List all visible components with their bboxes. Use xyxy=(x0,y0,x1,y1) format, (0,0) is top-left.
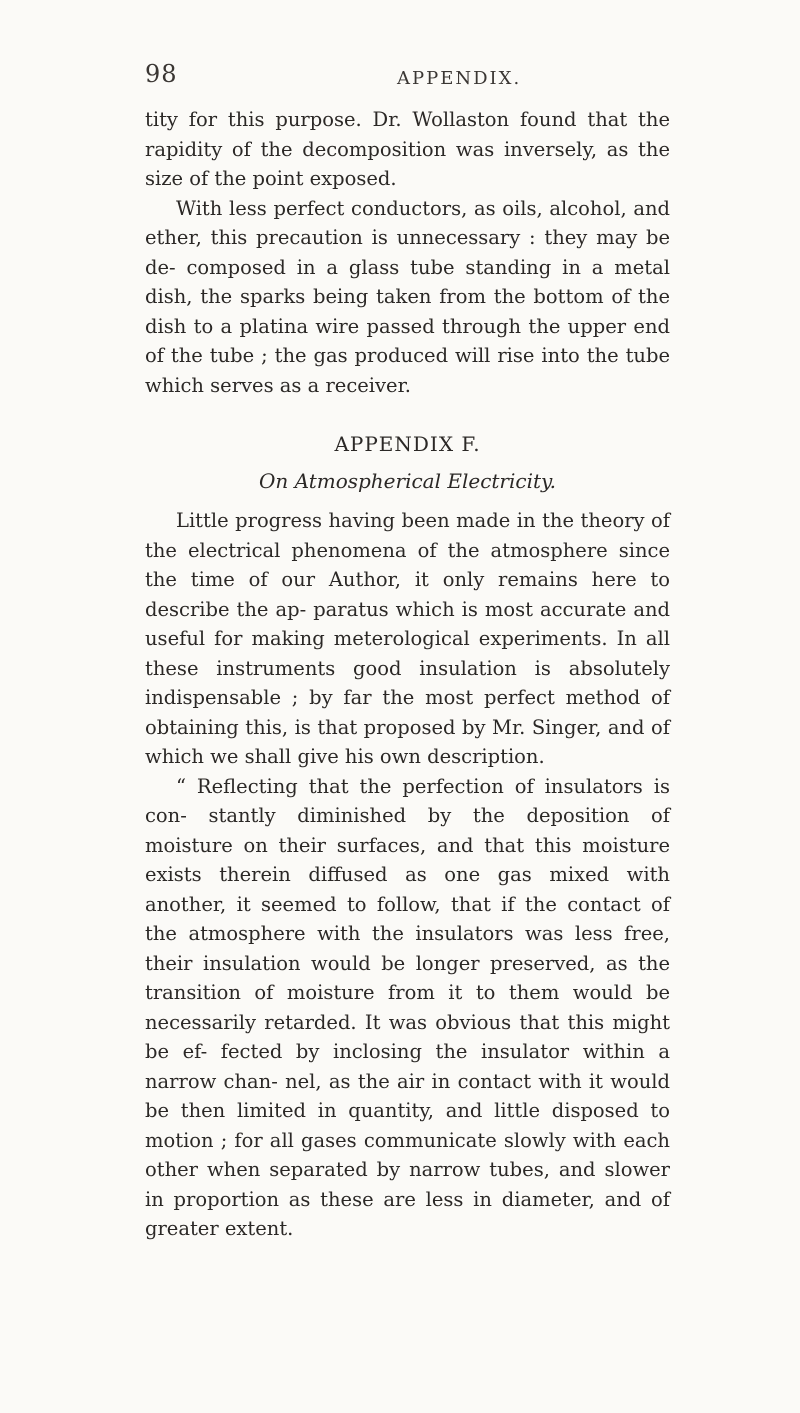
section-heading: APPENDIX F. xyxy=(334,432,481,456)
paragraph-quotation: “ Reflecting that the perfection of insulators is con- stantly diminished by the deposition of moisture on their surfaces, and that this moisture exists therein diffused as one gas mixed with another, it seemed to follow, that if the contact of the atmosphere with the insulators was less free, their insulation would be longer preserved, as the transition of moisture from it to them would be necessarily retarded. It was obvious that this might be ef- fected by inclosing the insulator within a narrow chan- nel, as the air in contact with it would be then limited in quantity, and little disposed to motion ; for all gases communicate slowly with each other when separated by narrow tubes, and slower in proportion as these are less in diameter, and of greater extent. xyxy=(145,774,670,1240)
paragraph-conductors: With less perfect conductors, as oils, alcohol, and ether, this precaution is unnecessary : they may be de- composed in a glass tube standing in a metal dish, the sparks being taken from the bottom of the dish to a platina wire passed through the upper end of the tube ; the gas produced will rise into the tube which serves as a receiver. xyxy=(145,196,670,397)
paragraph-atmospheric: Little progress having been made in the theory of the electrical phenomena of the atmosphere since the time of our Author, it only remains here to describe the ap- paratus which is most accurate and useful for making meterological experiments. In all these instruments good insulation is absolutely indispensable ; by far the most perfect method of obtaining this, is that proposed by Mr. Singer, and of which we shall give his own description. xyxy=(145,509,670,768)
running-title: APPENDIX. xyxy=(397,68,522,89)
paragraph-continuation: tity for this purpose. Dr. Wollaston found that the rapidity of the decomposition was inversely, as the size of the point exposed. xyxy=(145,108,670,190)
running-head xyxy=(145,60,665,96)
page-number: 98 xyxy=(145,60,178,88)
section-subheading: On Atmospherical Electricity. xyxy=(258,468,557,493)
body-text xyxy=(145,105,670,1244)
